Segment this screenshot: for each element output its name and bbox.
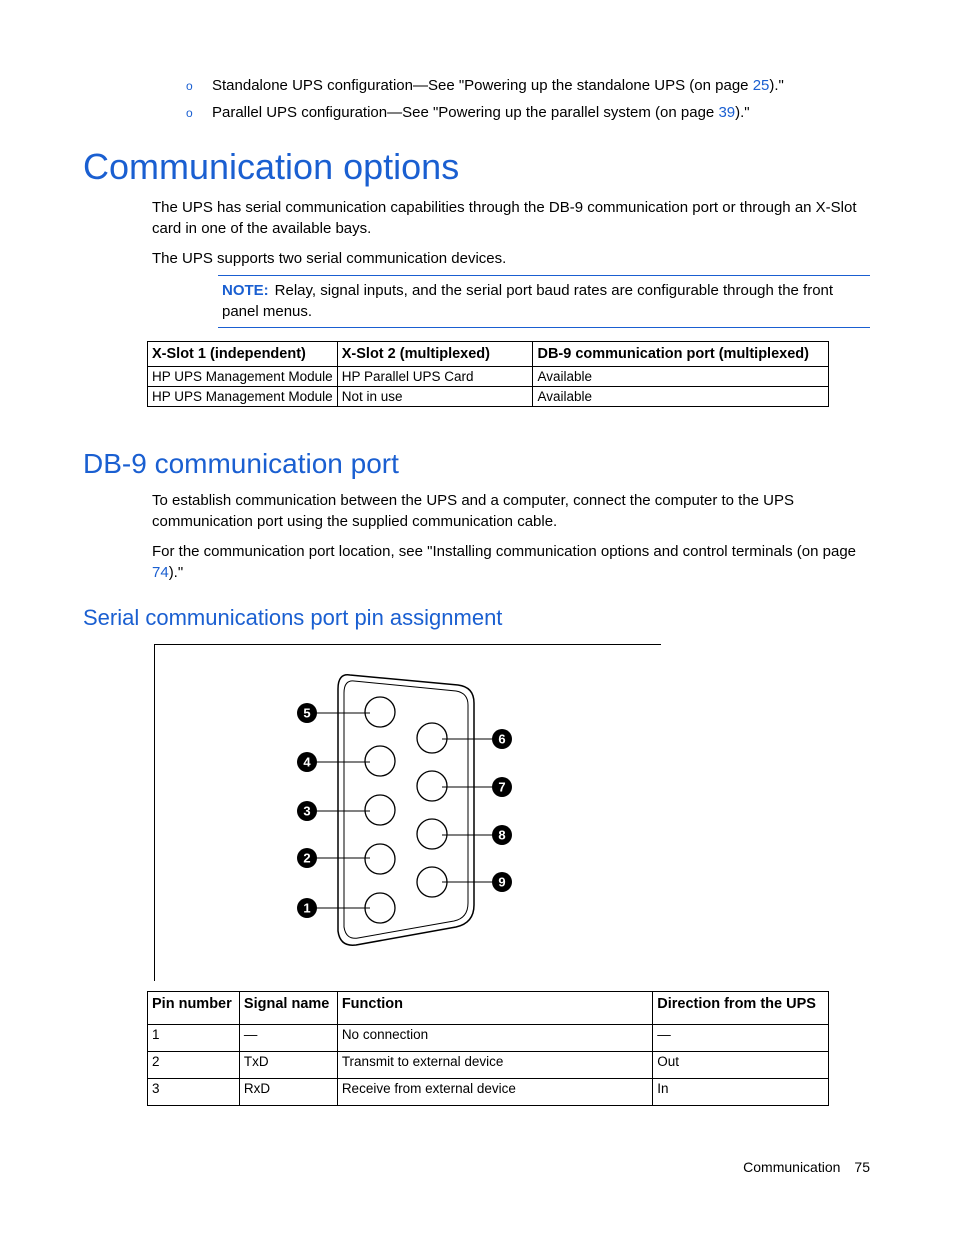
bullet-circle-icon: o xyxy=(186,79,193,93)
table-header-cell: DB-9 communication port (multiplexed) xyxy=(533,342,829,367)
table-header-cell: X-Slot 1 (independent) xyxy=(148,342,338,367)
pin-hole-8 xyxy=(417,819,447,849)
table-row xyxy=(148,367,829,387)
section-title-communication-options: Communication options xyxy=(83,146,460,187)
page-footer xyxy=(743,1159,870,1175)
page-number: 75 xyxy=(854,1159,870,1175)
table-header-cell: Function xyxy=(337,992,652,1025)
table-cell: Not in use xyxy=(337,387,533,407)
table-row xyxy=(148,1079,829,1106)
bullet-item xyxy=(186,104,750,122)
table-row xyxy=(148,1052,829,1079)
table-cell: 1 xyxy=(148,1025,240,1052)
page-link[interactable]: 74 xyxy=(152,564,169,581)
section-title-db9-port: DB-9 communication port xyxy=(83,448,399,479)
paragraph-text-end: )." xyxy=(168,564,184,581)
table-header-cell: Pin number xyxy=(148,992,240,1025)
pin-callout-label: 8 xyxy=(498,827,506,843)
section-title-pin-assignment: Serial communications port pin assignment xyxy=(83,605,503,630)
paragraph: The UPS has serial communication capabilities through the DB-9 communication port or through an X-Slot card in one of the available bays. xyxy=(152,199,857,237)
bullet-circle-icon: o xyxy=(186,106,193,120)
pin-hole-6 xyxy=(417,723,447,753)
pin-callout-label: 3 xyxy=(303,803,311,819)
table-cell: TxD xyxy=(239,1052,337,1079)
page-link[interactable]: 25 xyxy=(752,77,770,94)
table-cell: No connection xyxy=(337,1025,652,1052)
pin-callout-label: 5 xyxy=(303,705,311,721)
table-cell: — xyxy=(239,1025,337,1052)
options-table xyxy=(147,341,829,407)
db9-connector-diagram xyxy=(290,665,520,955)
footer-section-name: Communication xyxy=(743,1159,841,1175)
table-cell: In xyxy=(653,1079,829,1106)
table-cell: Transmit to external device xyxy=(337,1052,652,1079)
table-cell: Out xyxy=(653,1052,829,1079)
connector-outer-shell xyxy=(338,675,474,945)
table-cell: — xyxy=(653,1025,829,1052)
pin-callout-label: 6 xyxy=(498,731,506,747)
paragraph: To establish communication between the UPS and a computer, connect the computer to the UPS communication port using the supplied communication cable. xyxy=(152,492,795,530)
connector-inner-shell xyxy=(344,681,468,938)
note-label: NOTE: xyxy=(222,282,269,299)
note-text: Relay, signal inputs, and the serial port baud rates are configurable through the front panel menus. xyxy=(222,282,834,320)
bullet-text-end: )." xyxy=(735,104,750,121)
table-cell: Available xyxy=(533,387,829,407)
pin-hole-4 xyxy=(365,746,395,776)
table-header-cell: Signal name xyxy=(239,992,337,1025)
paragraph xyxy=(152,541,872,583)
bullet-text: Parallel UPS configuration—See "Powering up the parallel system (on page xyxy=(212,104,719,121)
table-header-cell: Direction from the UPS xyxy=(653,992,829,1025)
pin-assignment-table xyxy=(147,991,829,1106)
pin-callout-label: 4 xyxy=(303,754,311,770)
paragraph: The UPS supports two serial communication devices. xyxy=(152,250,507,267)
note-box xyxy=(218,275,870,328)
pin-hole-2 xyxy=(365,844,395,874)
page-link[interactable]: 39 xyxy=(718,104,736,121)
table-header-row xyxy=(148,342,829,367)
table-header-cell: X-Slot 2 (multiplexed) xyxy=(337,342,533,367)
table-cell: Available xyxy=(533,367,829,387)
table-cell: HP Parallel UPS Card xyxy=(337,367,533,387)
table-cell: RxD xyxy=(239,1079,337,1106)
bullet-text-end: )." xyxy=(769,77,784,94)
table-cell: 3 xyxy=(148,1079,240,1106)
pin-callout-label: 9 xyxy=(498,874,506,890)
pin-callout-label: 7 xyxy=(498,779,506,795)
pin-hole-5 xyxy=(365,697,395,727)
table-cell: HP UPS Management Module xyxy=(148,367,338,387)
pin-callout-label: 1 xyxy=(303,900,311,916)
bullet-item xyxy=(186,77,784,95)
table-header-row xyxy=(148,992,829,1025)
pin-hole-7 xyxy=(417,771,447,801)
table-cell: HP UPS Management Module xyxy=(148,387,338,407)
bullet-text: Standalone UPS configuration—See "Powering up the standalone UPS (on page xyxy=(212,77,753,94)
table-row xyxy=(148,1025,829,1052)
table-cell: 2 xyxy=(148,1052,240,1079)
paragraph-text: For the communication port location, see "Installing communication options and control terminals (on page xyxy=(152,543,857,560)
table-row xyxy=(148,387,829,407)
pin-callout-label: 2 xyxy=(303,850,311,866)
pin-hole-3 xyxy=(365,795,395,825)
table-cell: Receive from external device xyxy=(337,1079,652,1106)
